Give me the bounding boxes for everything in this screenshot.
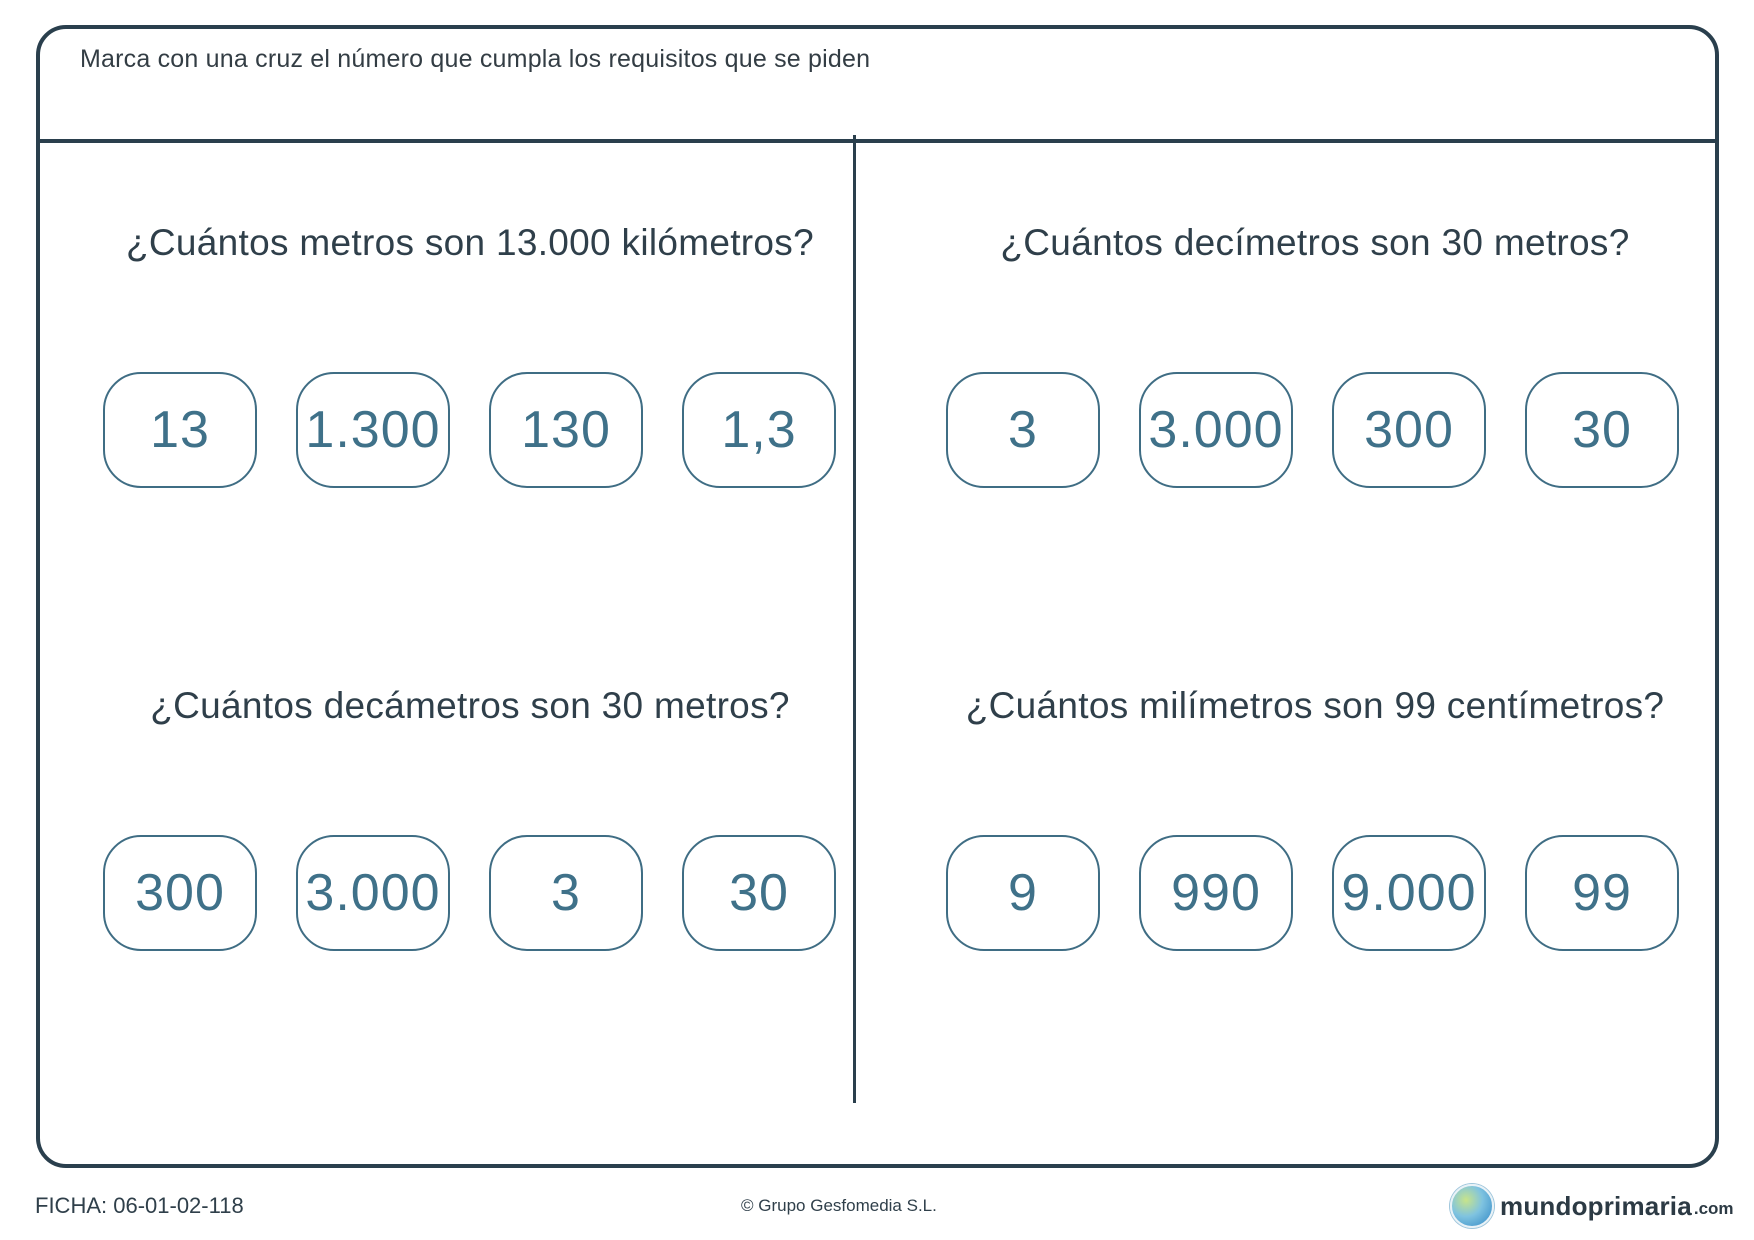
option-box[interactable]: 13 [103, 372, 257, 488]
instruction-header [40, 29, 1715, 143]
option-box[interactable]: 300 [1332, 372, 1486, 488]
option-box[interactable]: 3.000 [296, 835, 450, 951]
option-box[interactable]: 1.300 [296, 372, 450, 488]
option-box[interactable]: 30 [682, 835, 836, 951]
question-1: ¿Cuántos metros son 13.000 kilómetros? [125, 222, 814, 263]
question-4: ¿Cuántos milímetros son 99 centímetros? [965, 685, 1665, 726]
option-box[interactable]: 990 [1139, 835, 1293, 951]
option-box[interactable]: 300 [103, 835, 257, 951]
option-box[interactable]: 3 [489, 835, 643, 951]
question-4-options [946, 835, 1679, 951]
question-3-options [103, 835, 836, 951]
brand-logo[interactable] [1450, 1184, 1734, 1228]
center-divider [853, 135, 856, 1103]
question-2-options [946, 372, 1679, 488]
option-box[interactable]: 9 [946, 835, 1100, 951]
brand-name: mundoprimaria [1500, 1190, 1692, 1221]
question-2: ¿Cuántos decímetros son 30 metros? [1000, 222, 1630, 263]
ficha-code: FICHA: 06-01-02-118 [35, 1193, 244, 1218]
option-box[interactable]: 130 [489, 372, 643, 488]
option-box[interactable]: 99 [1525, 835, 1679, 951]
option-box[interactable]: 3.000 [1139, 372, 1293, 488]
copyright-text: © Grupo Gesfomedia S.L. [741, 1196, 937, 1215]
option-box[interactable]: 3 [946, 372, 1100, 488]
worksheet-frame [36, 25, 1719, 1168]
globe-icon [1450, 1184, 1494, 1228]
option-box[interactable]: 1,3 [682, 372, 836, 488]
option-box[interactable]: 9.000 [1332, 835, 1486, 951]
question-3: ¿Cuántos decámetros son 30 metros? [150, 685, 790, 726]
question-1-options [103, 372, 836, 488]
instruction-text: Marca con una cruz el número que cumpla los requisitos que se piden [80, 45, 871, 73]
option-box[interactable]: 30 [1525, 372, 1679, 488]
brand-domain: .com [1693, 1199, 1734, 1218]
